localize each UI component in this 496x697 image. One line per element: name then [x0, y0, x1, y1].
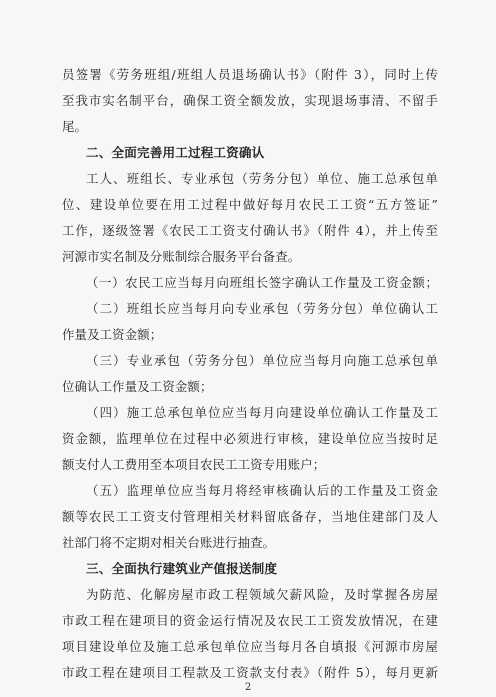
- text-line: 位确认工作量及工资金额；: [62, 379, 213, 394]
- text-line: 为防范、化解房屋市政工程领域欠薪风险，及时掌握各房屋: [86, 587, 438, 602]
- page-number: 2: [244, 682, 252, 693]
- text-line: 资金额，监理单位在过程中必须进行审核，建设单位应当按时足: [62, 431, 438, 446]
- section-heading: 二、全面完善用工过程工资确认: [86, 145, 265, 160]
- text-line: （三）专业承包（劳务分包）单位应当每月向施工总承包单: [86, 353, 438, 368]
- text-line: 至我市实名制平台，确保工资全额发放，实现退场事清、不留手: [62, 93, 438, 108]
- text-line: 市政工程在建项目工程款及工资款支付表》（附件 5），每月更新: [62, 665, 438, 680]
- text-line: 工人、班组长、专业承包（劳务分包）单位、施工总承包单: [86, 171, 438, 186]
- text-line: 社部门将不定期对相关台账进行抽查。: [62, 535, 276, 550]
- section-heading: 三、全面执行建筑业产值报送制度: [86, 561, 278, 576]
- text-line: 工作，逐级签署《农民工工资支付确认书》（附件 4），并上传至: [62, 223, 438, 238]
- text-line: 尾。: [62, 119, 88, 134]
- text-line: 河源市实名制及分账制综合服务平台备查。: [62, 249, 301, 264]
- text-line: 员签署《劳务班组/班组人员退场确认书》（附件 3），同时上传: [62, 67, 438, 82]
- text-line: 市政工程在建项目的资金运行情况及农民工工资发放情况，在建: [62, 613, 438, 628]
- text-line: 额支付人工费用至本项目农民工工资专用账户；: [62, 457, 326, 472]
- text-line: 项目建设单位及施工总承包单位应当每月各自填报《河源市房屋: [62, 639, 438, 654]
- text-line: （五）监理单位应当每月将经审核确认后的工作量及工资金: [86, 483, 438, 498]
- text-line: 位、建设单位要在用工过程中做好每月农民工工资“五方签证”: [62, 197, 438, 212]
- text-line: （四）施工总承包单位应当每月向建设单位确认工作量及工: [86, 405, 438, 420]
- text-line: 额等农民工工资支付管理相关材料留底备存，当地住建部门及人: [62, 509, 438, 524]
- text-line: （二）班组长应当每月向专业承包（劳务分包）单位确认工: [86, 301, 438, 316]
- text-line: 作量及工资金额；: [62, 327, 163, 342]
- text-line: （一）农民工应当每月向班组长签字确认工作量及工资金额；: [86, 275, 438, 290]
